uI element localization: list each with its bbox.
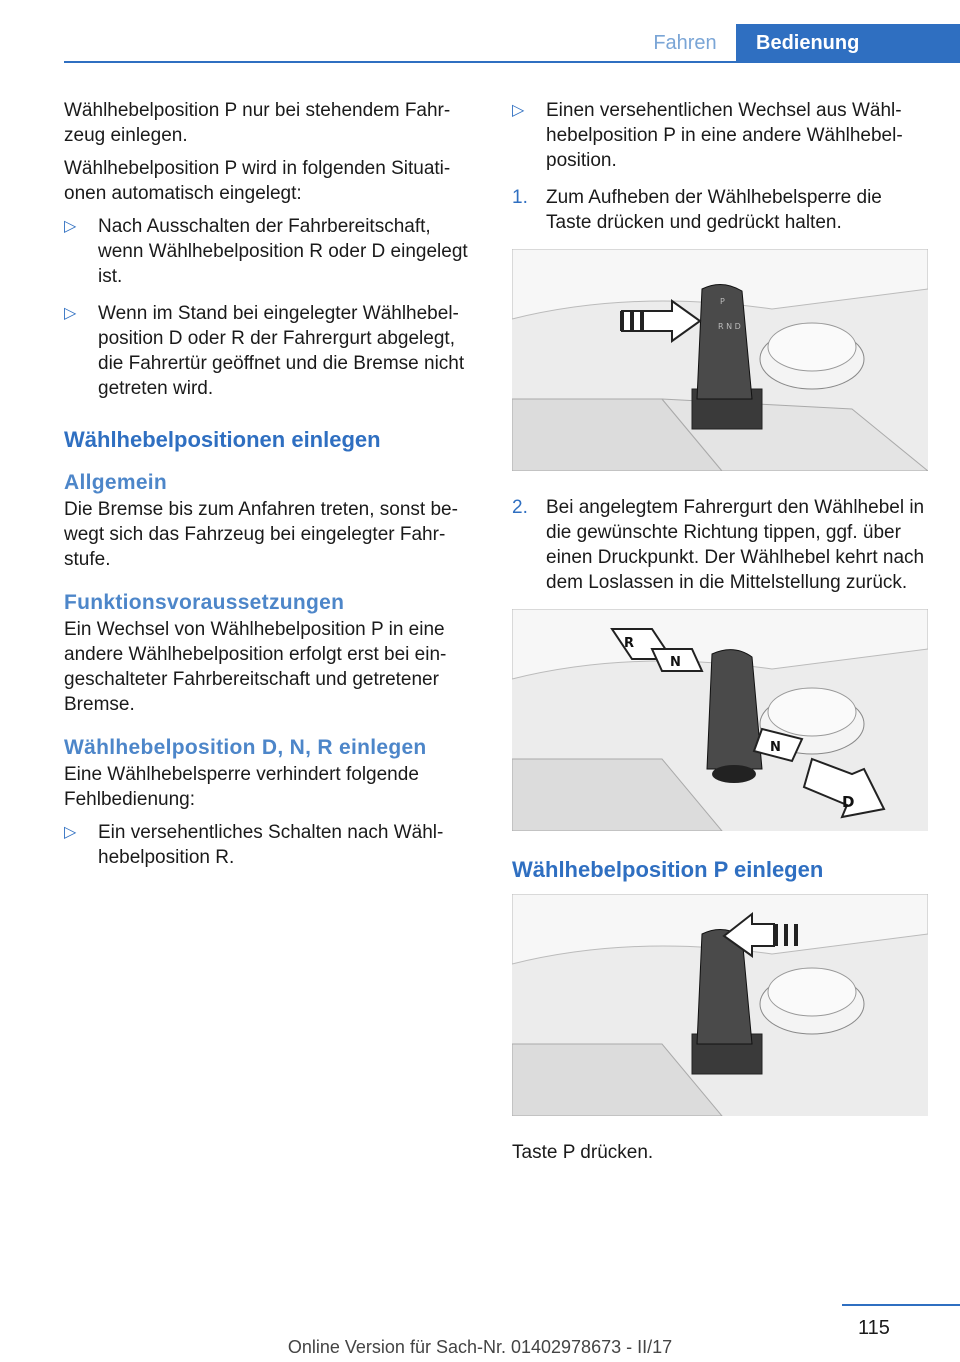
section-tab-fahren[interactable]: Fahren (653, 32, 717, 54)
left-column (64, 98, 480, 882)
step-text: Bei angelegtem Fahrergurt den Wählhebel in die gewünschte Richtung tippen, ggf. über einen Druckpunkt. Der Wählhebel kehrt nach dem Loslassen in die Mittelstellung zurück. (546, 497, 925, 593)
gear-lever-illustration (512, 249, 928, 471)
heading-positionen-einlegen: Wählhebelpositionen einlegen (64, 427, 381, 452)
bullet-triangle-icon: ▷ (64, 305, 77, 322)
figure-press-p-button (512, 894, 928, 1116)
bullet-triangle-icon: ▷ (64, 218, 77, 235)
list-item (64, 301, 480, 401)
gear-lever-arrows-illustration (512, 609, 928, 831)
fig-label-d: D (842, 793, 855, 811)
chapter-tab-bedienung[interactable]: Bedienung (736, 24, 960, 62)
paragraph-automatisch: Wählhebelposition P wird in folgenden Situationen automatisch eingelegt: (64, 158, 451, 204)
page-number: 115 (858, 1317, 890, 1339)
paragraph-p-einlegen: Wählhebelposition P nur bei stehendem Fahrzeug einlegen. (64, 100, 451, 146)
list-item (64, 820, 480, 870)
list-item-text: Einen versehentlichen Wechsel aus Wählhebelposition P in eine andere Wählhebelposition. (546, 100, 903, 171)
step-1 (512, 185, 928, 235)
step-number: 2. (512, 497, 528, 518)
svg-text:R N D: R N D (718, 322, 741, 331)
bullet-triangle-icon: ▷ (512, 102, 525, 119)
step-text: Zum Aufheben der Wählhebelsperre die Taste drücken und gedrückt halten. (546, 187, 882, 233)
fig-label-n-bottom: N (770, 740, 781, 755)
heading-dnr-einlegen: Wählhebelposition D, N, R einlegen (64, 736, 427, 759)
paragraph-allgemein: Die Bremse bis zum Anfahren treten, sonst bewegt sich das Fahrzeug bei eingelegter Fahrstufe. (64, 499, 458, 570)
heading-allgemein: Allgemein (64, 471, 168, 494)
page-header (0, 24, 960, 62)
figure-tip-lever-direction (512, 609, 928, 831)
right-column (512, 98, 928, 1173)
step-2 (512, 495, 928, 595)
gear-lever-p-illustration (512, 894, 928, 1116)
svg-text:P: P (720, 297, 725, 306)
list-item-text: Nach Ausschalten der Fahrbereitschaft, wenn Wählhebelposition R oder D eingelegt ist. (98, 216, 468, 287)
list-item-text: Ein versehentliches Schalten nach Wählhebelposition R. (98, 822, 444, 868)
list-item (64, 214, 480, 289)
header-divider (64, 61, 960, 63)
figure-press-lock-button (512, 249, 928, 471)
list-item-text: Wenn im Stand bei eingelegter Wählhebelposition D oder R der Fahrergurt abgelegt, die Fahrertür geöffnet und die Bremse nicht getreten wird. (98, 303, 465, 399)
fig-label-n-top: N (670, 655, 681, 670)
fig-label-r: R (624, 636, 635, 651)
footer-divider (842, 1304, 960, 1306)
footer-version-text: Online Version für Sach-Nr. 01402978673 - II/17 (287, 1337, 673, 1357)
step-number: 1. (512, 187, 528, 208)
list-item (512, 98, 928, 173)
heading-p-einlegen: Wählhebelposition P einlegen (512, 857, 824, 882)
paragraph-sperre: Eine Wählhebelsperre verhindert folgende Fehlbedienung: (64, 764, 419, 810)
paragraph-funktion: Ein Wechsel von Wählhebelposition P in eine andere Wählhebelposition erfolgt erst bei eingeschalteter Fahrbereitschaft und getretener Bremse. (64, 619, 447, 715)
heading-funktionsvoraussetzungen: Funktionsvoraussetzungen (64, 591, 345, 614)
bullet-triangle-icon: ▷ (64, 824, 77, 841)
caption-press-p: Taste P drücken. (512, 1142, 654, 1163)
